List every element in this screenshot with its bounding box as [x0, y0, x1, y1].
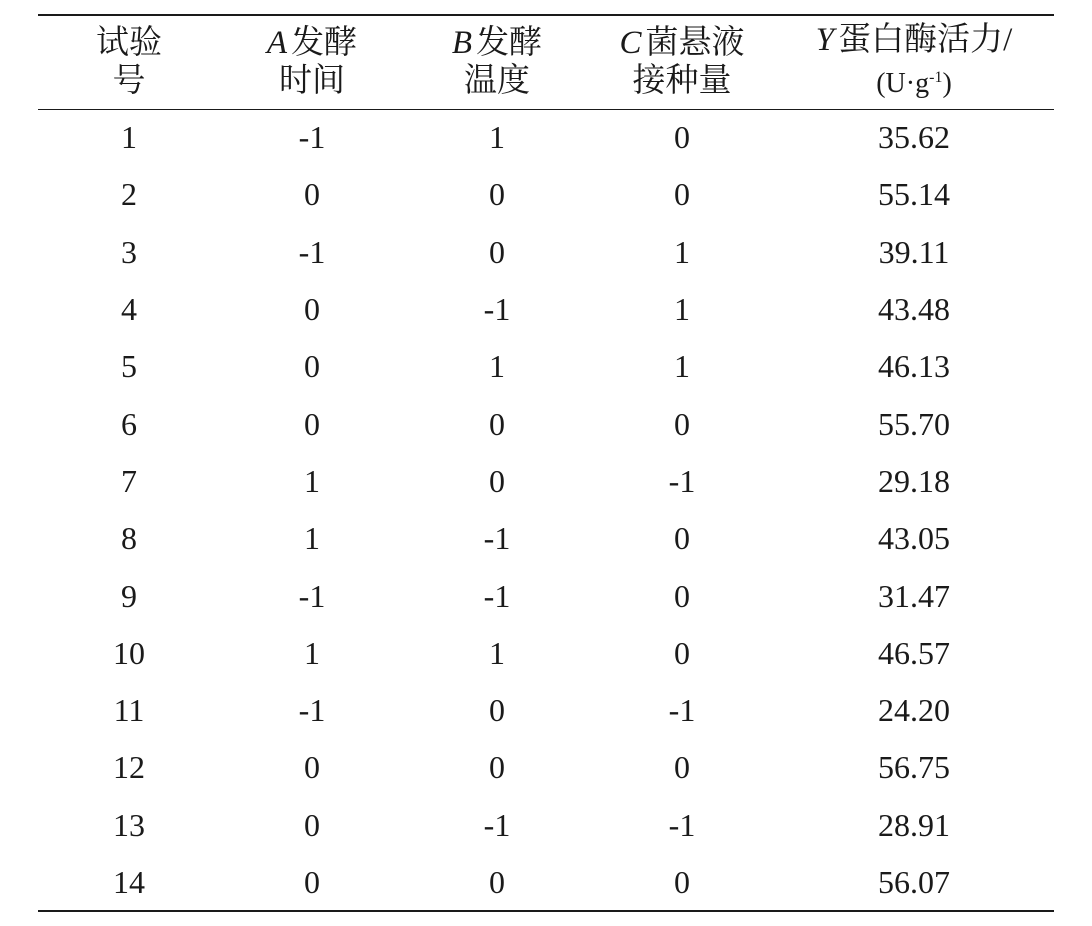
cell-factor-a: 0: [304, 176, 320, 213]
cell-factor-c: 0: [674, 577, 690, 614]
cell-factor-c: 0: [674, 176, 690, 213]
header-var-y: Y: [815, 22, 835, 59]
cell-trial-number: 14: [113, 863, 145, 900]
cell-factor-a: -1: [298, 577, 326, 614]
cell-factor-a: 1: [304, 462, 320, 499]
cell-trial-number: 7: [121, 462, 137, 499]
cell-protease-activity: 24.20: [878, 692, 950, 729]
cell-protease-activity: 31.47: [878, 577, 950, 614]
unit-close: ): [942, 68, 952, 100]
cell-factor-b: 0: [489, 462, 505, 499]
cell-protease-activity: 28.91: [878, 806, 950, 843]
cell-factor-c: -1: [668, 692, 696, 729]
cell-factor-a: -1: [298, 692, 326, 729]
cell-factor-a: 0: [304, 291, 320, 328]
header-protease-activity-line1: [774, 21, 1054, 59]
table-row: [38, 453, 1054, 510]
table-row: [38, 797, 1054, 854]
cell-factor-a: 0: [304, 863, 320, 900]
table-row: [38, 338, 1054, 395]
cell-protease-activity: 46.13: [878, 348, 950, 385]
cell-factor-a: 1: [304, 634, 320, 671]
table-header: [38, 15, 1054, 109]
table-row: [38, 166, 1054, 223]
cell-factor-c: 1: [674, 233, 690, 270]
cell-factor-c: -1: [668, 462, 696, 499]
table-row: [38, 395, 1054, 452]
header-trial-number-line1: 试验: [96, 25, 162, 62]
header-row: [38, 15, 1054, 109]
cell-trial-number: 12: [113, 749, 145, 786]
cell-factor-b: -1: [483, 806, 511, 843]
table-row: [38, 109, 1054, 166]
header-fermentation-temperature-line1: [404, 24, 590, 62]
header-protease-activity: [774, 15, 1054, 109]
header-fermentation-temperature: [404, 15, 590, 109]
header-fermentation-temperature-text1: 发酵: [476, 25, 543, 62]
cell-factor-a: -1: [298, 119, 326, 156]
header-inoculum-amount-text1: 菌悬液: [645, 25, 745, 62]
header-inoculum-amount-line1: [590, 24, 774, 62]
cell-factor-b: -1: [483, 291, 511, 328]
cell-factor-c: 0: [674, 119, 690, 156]
cell-factor-a: 0: [304, 348, 320, 385]
header-fermentation-time-line2: 时间: [279, 63, 345, 100]
header-protease-activity-unit: [774, 59, 1054, 103]
table-row: [38, 682, 1054, 739]
table-row: [38, 224, 1054, 281]
cell-factor-b: 1: [489, 634, 505, 671]
header-fermentation-time-text1: 发酵: [291, 25, 358, 62]
table-row: [38, 854, 1054, 911]
cell-trial-number: 2: [121, 176, 137, 213]
cell-trial-number: 1: [121, 119, 137, 156]
cell-factor-b: 0: [489, 692, 505, 729]
table-row: [38, 625, 1054, 682]
table-row: [38, 567, 1054, 624]
cell-factor-c: 0: [674, 405, 690, 442]
cell-trial-number: 9: [121, 577, 137, 614]
cell-trial-number: 4: [121, 291, 137, 328]
cell-protease-activity: 35.62: [878, 119, 950, 156]
cell-protease-activity: 29.18: [878, 462, 950, 499]
unit-exponent: -1: [929, 69, 943, 87]
cell-factor-b: 1: [489, 119, 505, 156]
cell-factor-a: 1: [304, 520, 320, 557]
cell-factor-b: 0: [489, 863, 505, 900]
cell-protease-activity: 56.07: [878, 863, 950, 900]
cell-factor-a: -1: [298, 233, 326, 270]
header-var-a: A: [266, 25, 288, 62]
cell-factor-b: 0: [489, 233, 505, 270]
cell-protease-activity: 56.75: [878, 749, 950, 786]
cell-factor-a: 0: [304, 749, 320, 786]
unit-base: (U·g: [876, 68, 930, 100]
header-trial-number-line2: 号: [112, 63, 146, 100]
cell-trial-number: 13: [113, 806, 145, 843]
header-fermentation-temperature-line2: 温度: [464, 63, 530, 100]
cell-protease-activity: 55.70: [878, 405, 950, 442]
cell-trial-number: 11: [113, 692, 145, 729]
cell-factor-b: -1: [483, 577, 511, 614]
table-row: [38, 739, 1054, 796]
cell-trial-number: 10: [113, 634, 145, 671]
cell-factor-b: 1: [489, 348, 505, 385]
header-var-b: B: [451, 25, 473, 62]
cell-protease-activity: 43.05: [878, 520, 950, 557]
header-fermentation-time: [220, 15, 404, 109]
header-protease-activity-text1: 蛋白酶活力/: [838, 22, 1013, 59]
cell-protease-activity: 46.57: [878, 634, 950, 671]
experiment-results-table: [38, 14, 1054, 912]
cell-protease-activity: 55.14: [878, 176, 950, 213]
cell-factor-b: 0: [489, 405, 505, 442]
table-row: [38, 281, 1054, 338]
header-var-c: C: [619, 25, 642, 62]
cell-factor-b: 0: [489, 749, 505, 786]
cell-factor-b: 0: [489, 176, 505, 213]
cell-factor-c: 0: [674, 634, 690, 671]
header-trial-number: [38, 15, 220, 109]
cell-trial-number: 8: [121, 520, 137, 557]
header-inoculum-amount-line2: 接种量: [632, 63, 732, 100]
table-row: [38, 510, 1054, 567]
cell-factor-c: 0: [674, 520, 690, 557]
cell-factor-a: 0: [304, 806, 320, 843]
cell-trial-number: 3: [121, 233, 137, 270]
cell-protease-activity: 43.48: [878, 291, 950, 328]
cell-factor-c: -1: [668, 806, 696, 843]
cell-trial-number: 5: [121, 348, 137, 385]
data-table-container: [38, 14, 1054, 912]
table-body: [38, 109, 1054, 911]
cell-factor-c: 1: [674, 291, 690, 328]
cell-factor-c: 1: [674, 348, 690, 385]
header-inoculum-amount: [590, 15, 774, 109]
cell-factor-c: 0: [674, 749, 690, 786]
cell-factor-c: 0: [674, 863, 690, 900]
cell-factor-b: -1: [483, 520, 511, 557]
cell-factor-a: 0: [304, 405, 320, 442]
header-fermentation-time-line1: [220, 24, 404, 62]
cell-protease-activity: 39.11: [878, 233, 950, 270]
cell-trial-number: 6: [121, 405, 137, 442]
